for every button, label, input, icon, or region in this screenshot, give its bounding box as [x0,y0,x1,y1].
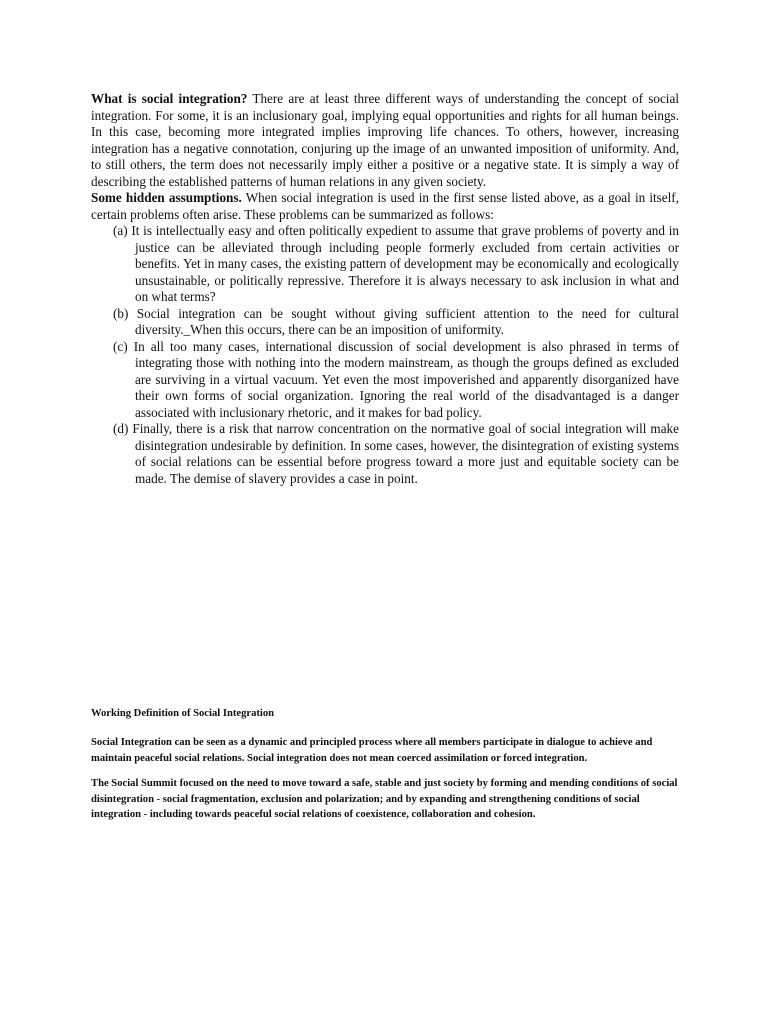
list-item: (c) In all too many cases, international discussion of social development is also phrased in terms of integrating those with nothing into the modern mainstream, as though the groups defined as excluded are surviving in a virtual vacuum. Yet even the most impoverished and apparently disorganized have their own forms of social organization. Ignoring the real world of the disadvantaged is a danger associated with inclusionary rhetoric, and it makes for bad policy. [113,338,679,420]
list-item: (b) Social integration can be sought without giving sufficient attention to the need for cultural diversity._When this occurs, there can be an imposition of uniformity. [113,305,679,337]
section-what-is-social-integration [91,91,679,190]
working-definition-title: Working Definition of Social Integration [91,708,275,719]
document-body [91,91,679,487]
working-definition-section [91,707,681,833]
section-text: When social integration is used in the first sense listed above, as a goal in itself, certain problems often arise. These problems can be summarized as follows: [91,190,680,222]
section-heading: What is social integration? [91,91,248,106]
section-text: There are at least three different ways of understanding the concept of social integration. For some, it is an inclusionary goal, implying equal opportunities and rights for all human beings. In this case, becoming more integrated implies improving life chances. To others, however, increasing integration has a negative connotation, conjuring up the image of an unwanted imposition of uniformity. And, to still others, the term does not necessarily imply either a positive or a negative state. It is simply a way of describing the established patterns of human relations in any given society. [91,91,679,189]
working-definition-paragraph: Social Integration can be seen as a dynamic and principled process where all members participate in dialogue to achieve and maintain peaceful social relations. Social integration does not mean coerced assimilation or forced integration. [91,737,653,764]
list-item: (a) It is intellectually easy and often politically expedient to assume that grave problems of poverty and in justice can be alleviated through including people formerly excluded from certain activities or benefits. Yet in many cases, the existing pattern of development may be economically and ecologically unsustainable, or politically repressive. Therefore it is always necessary to ask inclusion in what and on what terms? [113,223,679,304]
social-summit-paragraph: The Social Summit focused on the need to move toward a safe, stable and just society by forming and mending conditions of social disintegration - social fragmentation, exclusion and polarization; and by expanding and strengthening conditions of social integration - including towards peaceful social relations of coexistence, collaboration and cohesion. [91,778,678,820]
list-item: (d) Finally, there is a risk that narrow concentration on the normative goal of social integration will make disintegration undesirable by definition. In some cases, however, the disintegration of existing systems of social relations can be essential before progress toward a more just and equitable society can be made. The demise of slavery provides a case in point. [113,421,679,486]
section-heading: Some hidden assumptions. [91,190,242,205]
section-hidden-assumptions [91,190,679,223]
assumptions-list [91,223,679,487]
